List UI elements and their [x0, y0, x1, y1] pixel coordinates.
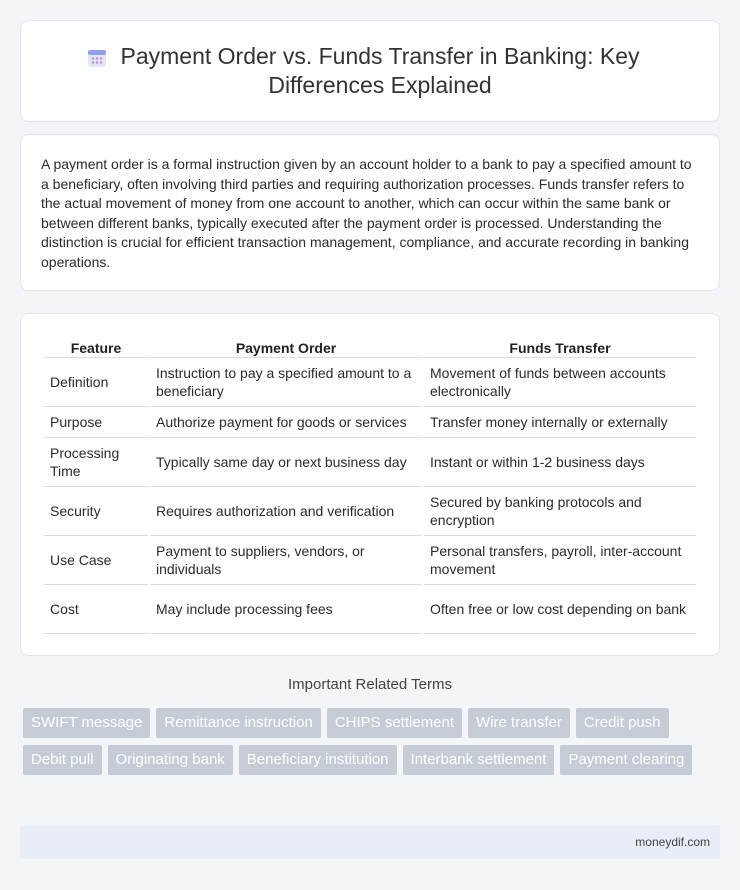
payment-order-cell: Payment to suppliers, vendors, or individuals [150, 536, 422, 585]
page-title: Payment Order vs. Funds Transfer in Banking: Key Differences Explained [120, 43, 640, 98]
header-feature: Feature [44, 334, 148, 358]
title-card [20, 20, 720, 122]
tag-swift-message[interactable]: SWIFT message [23, 708, 150, 738]
comparison-table [42, 334, 698, 634]
feature-cell: Purpose [44, 407, 148, 438]
intro-card [20, 134, 720, 291]
tag-remittance-instruction[interactable]: Remittance instruction [156, 708, 320, 738]
tag-originating-bank[interactable]: Originating bank [108, 745, 233, 775]
payment-order-cell: Requires authorization and verification [150, 487, 422, 536]
payment-order-cell: Typically same day or next business day [150, 438, 422, 487]
funds-transfer-cell: Personal transfers, payroll, inter-account movement [424, 536, 696, 585]
table-row [44, 487, 696, 536]
payment-order-cell: Authorize payment for goods or services [150, 407, 422, 438]
table-row [44, 358, 696, 407]
table-row [44, 407, 696, 438]
header-payment-order: Payment Order [150, 334, 422, 358]
tag-beneficiary-institution[interactable]: Beneficiary institution [239, 745, 397, 775]
payment-order-cell: May include processing fees [150, 585, 422, 634]
table-row [44, 585, 696, 634]
feature-cell: Security [44, 487, 148, 536]
funds-transfer-cell: Secured by banking protocols and encryption [424, 487, 696, 536]
feature-cell: Definition [44, 358, 148, 407]
payment-order-cell: Instruction to pay a specified amount to a beneficiary [150, 358, 422, 407]
header-funds-transfer: Funds Transfer [424, 334, 696, 358]
feature-cell: Cost [44, 585, 148, 634]
tag-chips-settlement[interactable]: CHIPS settlement [327, 708, 462, 738]
feature-cell: Processing Time [44, 438, 148, 487]
tag-credit-push[interactable]: Credit push [576, 708, 669, 738]
funds-transfer-cell: Instant or within 1-2 business days [424, 438, 696, 487]
table-row [44, 536, 696, 585]
table-header-row [44, 334, 696, 358]
funds-transfer-cell: Movement of funds between accounts electronically [424, 358, 696, 407]
funds-transfer-cell: Transfer money internally or externally [424, 407, 696, 438]
tag-payment-clearing[interactable]: Payment clearing [560, 745, 692, 775]
feature-cell: Use Case [44, 536, 148, 585]
comparison-card [20, 313, 720, 656]
table-row [44, 438, 696, 487]
footer-site-link[interactable]: moneydif.com [635, 835, 710, 849]
tag-debit-pull[interactable]: Debit pull [23, 745, 102, 775]
related-terms-list [23, 708, 713, 782]
funds-transfer-cell: Often free or low cost depending on bank [424, 585, 696, 634]
intro-paragraph: A payment order is a formal instruction given by an account holder to a bank to pay a specified amount to a beneficiary, often involving third parties and requiring authorization processes. Funds transfer refers to the actual movement of money from one account to another, which can occur within the same bank or between different banks, typically executed after the payment order is processed. Understanding the distinction is crucial for efficient transaction management, compliance, and accurate recording in banking operations. [41, 156, 692, 270]
tag-wire-transfer[interactable]: Wire transfer [468, 708, 570, 738]
footer [20, 825, 720, 859]
tag-interbank-settlement[interactable]: Interbank settlement [403, 745, 555, 775]
related-terms-heading: Important Related Terms [288, 676, 452, 693]
